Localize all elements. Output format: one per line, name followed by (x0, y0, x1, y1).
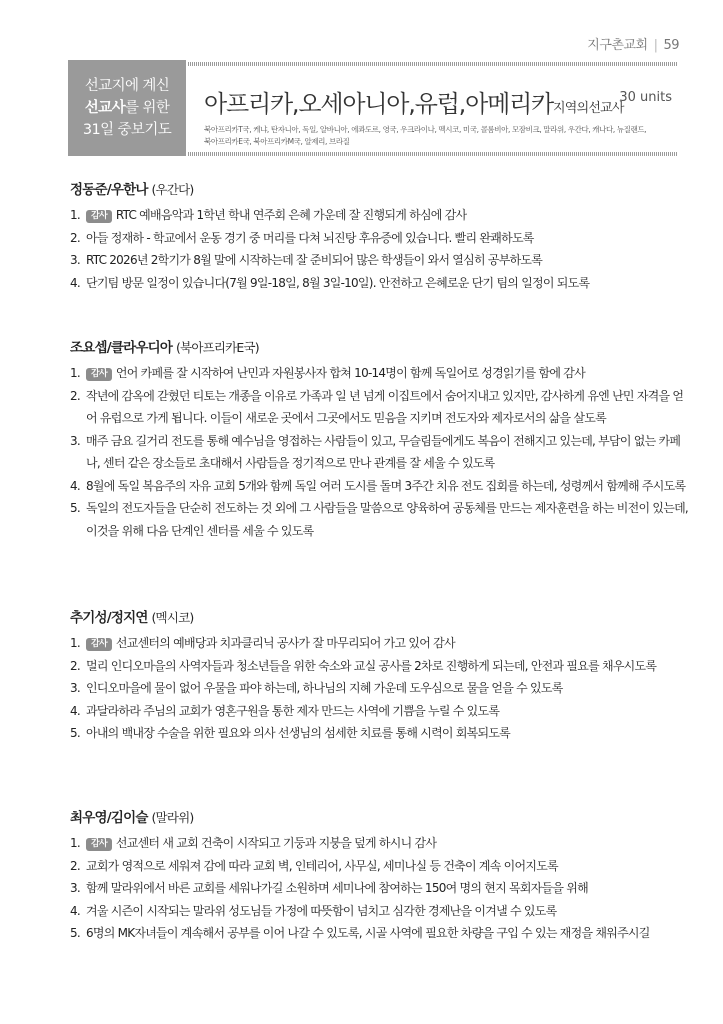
banner-label-box (68, 60, 186, 156)
page-number: 59 (663, 38, 679, 53)
item-number: 3. (70, 253, 80, 267)
prayer-item (70, 497, 690, 542)
prayer-item (70, 655, 690, 678)
item-number: 3. (70, 433, 80, 448)
prayer-item (70, 722, 690, 745)
missionary-section (70, 178, 690, 294)
prayer-item (70, 632, 690, 655)
item-text: 겨울 시즌이 시작되는 말라위 성도님들 가정에 따뜻함이 넘치고 심각한 경제난을 이겨낼 수 있도록 (86, 903, 557, 918)
item-text: 아들 정재하 - 학교에서 운동 경기 중 머리를 다쳐 뇌진탕 후유증에 있습니다. 빨리 완쾌하도록 (86, 230, 534, 245)
prayer-item (70, 385, 690, 430)
item-number: 5. (70, 926, 80, 940)
prayer-item (70, 204, 690, 227)
item-number: 3. (70, 681, 80, 695)
item-text: 선교센터의 예배당과 치과클리닉 공사가 잘 마무리되어 가고 있어 감사 (115, 636, 455, 650)
banner-title-main: 아프리카,오세아니아,유럽,아메리카 (204, 90, 554, 118)
item-number: 2. (70, 388, 80, 403)
item-number: 5. (70, 501, 80, 515)
item-text: 6명의 MK자녀들이 계속해서 공부를 이어 나갈 수 있도록, 시골 사역에 필요한 차량을 구입 수 있는 재정을 채워주시길 (86, 926, 650, 940)
item-number: 1. (70, 208, 80, 222)
missionary-name: 추기성/정지연 (70, 610, 148, 626)
thanks-badge: 감사 (86, 838, 112, 851)
banner-box-bold: 선교사 (84, 100, 125, 116)
item-text: 언어 카페를 잘 시작하여 난민과 자원봉사자 합쳐 10-14명이 함께 독일어로 성경읽기를 함에 감사 (115, 366, 585, 380)
church-name: 지구촌교회 (587, 38, 648, 53)
missionary-name: 최우영/김이슬 (70, 810, 148, 826)
page-header (587, 34, 679, 53)
prayer-item (70, 475, 690, 498)
missionary-location: (북아프리카E국) (175, 340, 259, 355)
item-number: 2. (70, 658, 80, 673)
country-list (204, 124, 674, 148)
units-count: 30 units (619, 90, 672, 105)
item-text: 매주 금요 길거리 전도를 통해 예수님을 영접하는 사람들이 있고, 무슬림들에게도 복음이 전해지고 있는데, 부담이 없는 카페나, 센터 같은 장소들로 초대해서 사람들을 정기적으로 만나 관계를 잘 세울 수 있도록 (86, 433, 681, 470)
item-text: 아내의 백내장 수술을 위한 필요와 의사 선생님의 섬세한 치료를 통해 시력이 회복되도록 (86, 726, 511, 740)
prayer-item (70, 677, 690, 700)
item-text: 독일의 전도자들을 단순히 전도하는 것 외에 그 사람들을 말씀으로 양육하여 공동체를 만드는 제자훈련을 하는 비전이 있는데, 이것을 위해 다음 단계인 센터를 세울 수 있도록 (86, 501, 688, 538)
missionary-location: (우간다) (151, 182, 194, 197)
missionary-name-heading (70, 806, 690, 826)
item-number: 1. (70, 636, 80, 650)
item-text: 교회가 영적으로 세워져 감에 따라 교회 벽, 인테리어, 사무실, 세미나실 등 건축이 계속 이어지도록 (86, 858, 558, 873)
prayer-item (70, 922, 690, 945)
prayer-item (70, 877, 690, 900)
item-number: 2. (70, 858, 80, 873)
item-number: 2. (70, 230, 80, 245)
missionary-location: (말라위) (151, 810, 194, 825)
item-text: 과달라하라 주님의 교회가 영혼구원을 통한 제자 만드는 사역에 기쁨을 누릴 수 있도록 (86, 703, 500, 718)
missionary-name-heading (70, 336, 690, 356)
missionary-name-heading (70, 606, 690, 626)
country-list-line1: 북아프리카T국, 케냐, 탄자니아, 독일, 알바니아, 에콰도르, 영국, 우크라이나, 멕시코, 미국, 콜롬비아, 모잠비크, 말라위, 우간다, 캐나다, 뉴질랜드, (204, 125, 647, 134)
missionary-location: (멕시코) (151, 610, 194, 625)
header-divider: | (653, 38, 658, 53)
thanks-badge: 감사 (86, 368, 112, 381)
item-number: 4. (70, 275, 80, 290)
prayer-item (70, 362, 690, 385)
banner-title-sub: 지역의선교사 (553, 101, 624, 116)
banner-box-line3: 31일 중보기도 (82, 122, 172, 138)
item-number: 1. (70, 836, 80, 850)
missionary-section (70, 336, 690, 542)
banner-bottom-rule (188, 152, 678, 156)
prayer-item (70, 700, 690, 723)
banner-title (204, 84, 624, 119)
prayer-item (70, 855, 690, 878)
thanks-badge: 감사 (86, 210, 112, 223)
missionary-section (70, 606, 690, 745)
prayer-item (70, 272, 690, 295)
item-text: 선교센터 새 교회 건축이 시작되고 기둥과 지붕을 덮게 하시니 감사 (115, 836, 437, 850)
banner-box-line2 (68, 97, 186, 119)
country-list-line2: 북아프리카E국, 북아프리카M국, 알제리, 브라질 (204, 137, 350, 146)
banner-box-rest: 를 위한 (125, 100, 170, 116)
item-text: 단기팀 방문 일정이 있습니다(7월 9일-18일, 8월 3일-10일). 안전하고 은혜로운 단기 팀의 일정이 되도록 (86, 275, 590, 290)
item-number: 4. (70, 903, 80, 918)
item-text: 멀리 인디오마을의 사역자들과 청소년들을 위한 숙소와 교실 공사를 2차로 진행하게 되는데, 안전과 필요를 채우시도록 (86, 658, 657, 673)
missionary-name-heading (70, 178, 690, 198)
prayer-item (70, 430, 690, 475)
item-number: 3. (70, 881, 80, 895)
banner-box-line1: 선교지에 계신 (84, 78, 170, 94)
missionary-name: 정동준/우한나 (70, 182, 148, 198)
prayer-item (70, 227, 690, 250)
item-text: 8월에 독일 복음주의 자유 교회 5개와 함께 독일 여러 도시를 돌며 3주간 치유 전도 집회를 하는데, 성령께서 함께해 주시도록 (86, 478, 686, 493)
prayer-item (70, 832, 690, 855)
item-number: 1. (70, 366, 80, 380)
item-number: 5. (70, 726, 80, 740)
item-number: 4. (70, 703, 80, 718)
item-text: RTC 2026년 2학기가 8월 말에 시작하는데 잘 준비되어 많은 학생들이 와서 열심히 공부하도록 (86, 253, 543, 267)
item-number: 4. (70, 478, 80, 493)
missionary-name: 조요셉/클라우디아 (70, 340, 173, 356)
item-text: 함께 말라위에서 바른 교회를 세워나가길 소원하며 세미나에 참여하는 150여 명의 현지 목회자들을 위해 (86, 881, 588, 895)
thanks-badge: 감사 (86, 638, 112, 651)
item-text: RTC 예배음악과 1학년 학내 연주회 은혜 가운데 잘 진행되게 하심에 감사 (115, 208, 467, 222)
missionary-section (70, 806, 690, 945)
item-text: 인디오마을에 물이 없어 우물을 파야 하는데, 하나님의 지혜 가운데 도우심으로 물을 얻을 수 있도록 (86, 681, 563, 695)
prayer-banner (68, 60, 678, 156)
prayer-item (70, 900, 690, 923)
item-text: 작년에 감옥에 갇혔던 티토는 개종을 이유로 가족과 일 년 넘게 이집트에서 숨어지내고 있지만, 감사하게 유엔 난민 자격을 얻어 유럽으로 가게 됩니다. 이들이 새로운 곳에서 그곳에서도 믿음을 지키며 전도자와 제자로서의 삶을 살도록 (86, 388, 684, 425)
prayer-item (70, 249, 690, 272)
banner-top-rule (188, 62, 678, 66)
